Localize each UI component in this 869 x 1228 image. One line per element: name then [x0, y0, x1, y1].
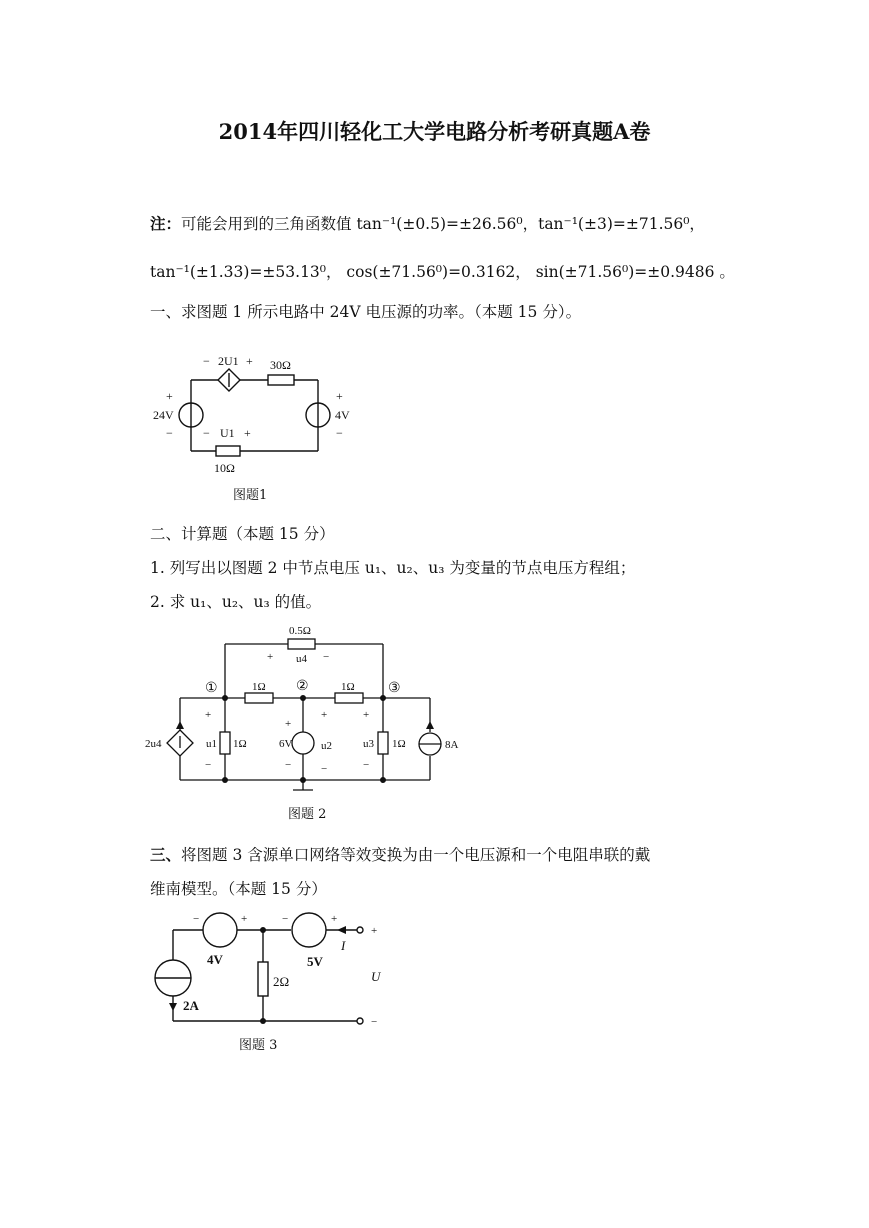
v4-label: 4V — [335, 408, 350, 422]
v4-plus: + — [336, 389, 343, 403]
circuit-figure-2-svg — [145, 620, 465, 800]
u1-label: u1 — [206, 738, 217, 750]
circuit-figure-1 — [148, 345, 368, 480]
r1d-label: 1Ω — [392, 738, 406, 750]
circuit-figure-1-svg — [148, 345, 368, 480]
v5-minus: − — [282, 913, 289, 925]
question-3-text-1: 将图题 3 含源单口网络等效变换为由一个电压源和一个电阻串联的戴 — [181, 846, 651, 864]
v4-minus: − — [336, 426, 343, 440]
r05-label: 0.5Ω — [289, 625, 311, 637]
r1c-label: 1Ω — [233, 738, 247, 750]
v5-plus: + — [331, 913, 338, 925]
node-3-label: ③ — [388, 681, 401, 696]
r1a-label: 1Ω — [252, 681, 266, 693]
port-minus: − — [371, 1016, 378, 1028]
question-2-item-2: 2. 求 u₁、u₂、u₃ 的值。 — [150, 593, 322, 611]
note-line-2: tan⁻¹(±1.33)=±53.13⁰， cos(±71.56⁰)=0.3162， sin(±71.56⁰)=±0.9486 。 — [150, 263, 735, 281]
u2-minus: − — [321, 763, 328, 775]
v4-plus: + — [241, 913, 248, 925]
circuit-figure-2 — [145, 620, 465, 800]
r1b-label: 1Ω — [341, 681, 355, 693]
u2-label: u2 — [321, 740, 332, 752]
dep-plus: + — [246, 354, 253, 368]
dep-source-label: 2U1 — [218, 354, 239, 368]
a2-label: 2A — [183, 998, 199, 1013]
u1-minus: − — [203, 426, 210, 440]
circuit-figure-3 — [145, 908, 395, 1033]
question-1-text: 一、求图题 1 所示电路中 24V 电压源的功率。（本题 15 分）。 — [150, 303, 582, 321]
u3-plus: + — [363, 709, 370, 721]
v5-label: 5V — [307, 954, 323, 969]
note-text-1: 可能会用到的三角函数值 tan⁻¹(±0.5)=±26.56⁰，tan⁻¹(±3)=±71.56⁰， — [181, 215, 705, 233]
circuit-figure-3-svg — [145, 908, 395, 1033]
note-label: 注： — [150, 214, 182, 233]
note-line-1 — [150, 212, 705, 234]
current-i-label: I — [341, 938, 346, 953]
a8-label: 8A — [445, 739, 459, 751]
dep-source-label: 2u4 — [145, 738, 162, 750]
question-3-line-2: 维南模型。（本题 15 分） — [150, 880, 327, 898]
u4-plus: + — [267, 651, 274, 663]
v6-plus: + — [285, 718, 292, 730]
r10-label: 10Ω — [214, 461, 235, 475]
question-2-item-1: 1. 列写出以图题 2 中节点电压 u₁、u₂、u₃ 为变量的节点电压方程组； — [150, 559, 636, 577]
voltage-u-label: U — [371, 969, 381, 984]
figure-3-caption: 图题 3 — [239, 1038, 278, 1053]
question-3-line-1 — [150, 843, 650, 865]
v24-minus: − — [166, 426, 173, 440]
v24-plus: + — [166, 389, 173, 403]
u4-label: u4 — [296, 653, 307, 665]
u2-plus: + — [321, 709, 328, 721]
u4-minus: − — [323, 651, 330, 663]
figure-1-caption: 图题1 — [233, 488, 268, 503]
v4-label: 4V — [207, 952, 223, 967]
question-2-heading: 二、计算题（本题 15 分） — [150, 525, 335, 543]
u1-minus: − — [205, 759, 212, 771]
v4-minus: − — [193, 913, 200, 925]
u3-minus: − — [363, 759, 370, 771]
page-title: 2014年四川轻化工大学电路分析考研真题A卷 — [218, 119, 651, 144]
v6-minus: − — [285, 759, 292, 771]
figure-2-caption: 图题 2 — [288, 807, 327, 822]
port-plus: + — [371, 925, 378, 937]
u1-label: U1 — [220, 426, 235, 440]
u3-label: u3 — [363, 738, 374, 750]
node-1-label: ① — [205, 681, 218, 696]
r30-label: 30Ω — [270, 358, 291, 372]
v6-label: 6V — [279, 738, 293, 750]
u1-plus: + — [205, 709, 212, 721]
dep-minus: − — [203, 354, 210, 368]
r2-label: 2Ω — [273, 974, 290, 989]
u1-plus: + — [244, 426, 251, 440]
v24-label: 24V — [153, 408, 174, 422]
node-2-label: ② — [296, 679, 309, 694]
question-3-prefix: 三、 — [150, 845, 182, 864]
